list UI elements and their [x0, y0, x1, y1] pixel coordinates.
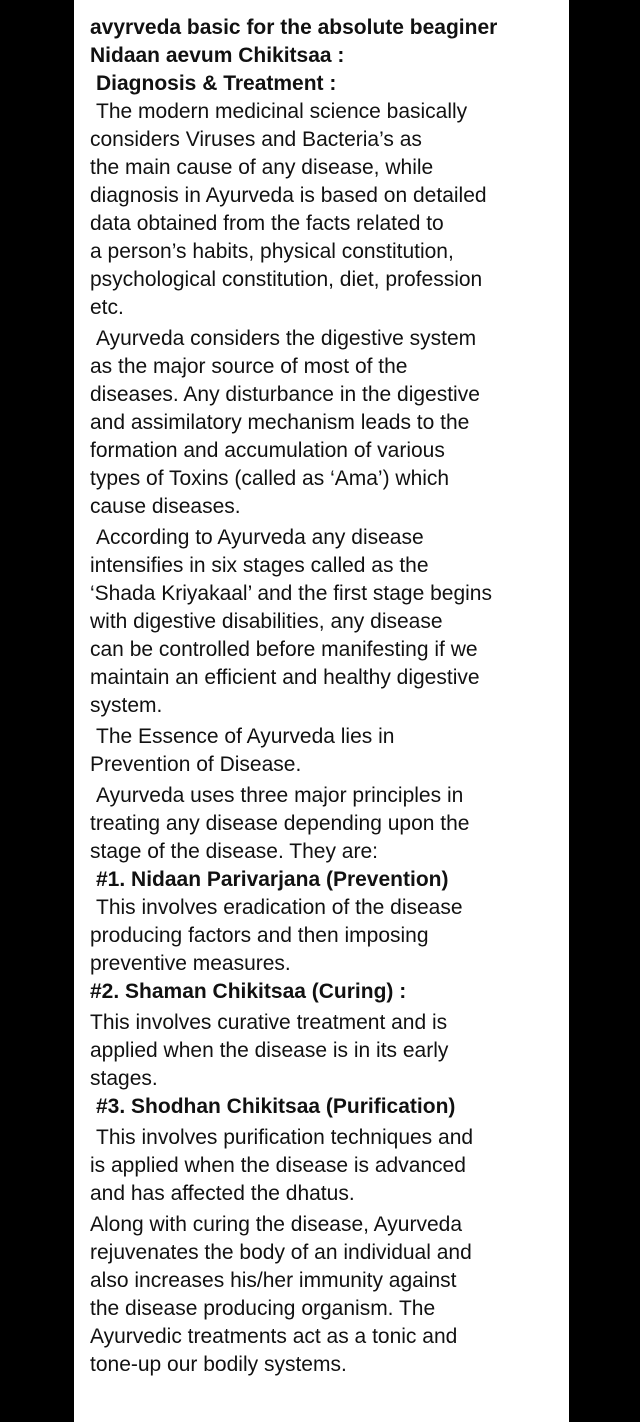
paragraph-line: Ayurvedic treatments act as a tonic and [90, 1325, 458, 1348]
paragraph-six-stages [90, 524, 562, 720]
paragraph-line: Ayurveda considers the digestive system [96, 327, 477, 350]
paragraph-line: Prevention of Disease. [90, 753, 302, 776]
paragraph-line: as the major source of most of the [90, 355, 408, 378]
paragraph-line: data obtained from the facts related to [90, 212, 444, 235]
principle-heading: #1. Nidaan Parivarjana (Prevention) [96, 868, 449, 891]
paragraph-line: tone-up our bodily systems. [90, 1353, 347, 1376]
principle-line: preventive measures. [90, 952, 291, 975]
paragraph-line: treating any disease depending upon the [90, 812, 470, 835]
paragraph-line: and assimilatory mechanism leads to the [90, 411, 470, 434]
paragraph-principles-intro [90, 782, 562, 866]
paragraph-line: Ayurveda uses three major principles in [96, 784, 464, 807]
paragraph-essence [90, 723, 562, 779]
paragraph-line: cause diseases. [90, 495, 241, 518]
paragraph-line: with digestive disabilities, any disease [90, 610, 443, 633]
paragraph-line: types of Toxins (called as ‘Ama’) which [90, 467, 450, 490]
paragraph-closing [90, 1211, 562, 1379]
principle-prevention [90, 866, 562, 978]
paragraph-line: ‘Shada Kriyakaal’ and the first stage begins [90, 582, 492, 605]
principle-line: This involves curative treatment and is [90, 1011, 448, 1034]
paragraph-line: diagnosis in Ayurveda is based on detailed [90, 184, 487, 207]
document-title: avyrveda basic for the absolute beaginer [90, 16, 498, 39]
document-page [74, 0, 569, 1422]
paragraph-line: etc. [90, 296, 124, 319]
paragraph-line: intensifies in six stages called as the [90, 554, 429, 577]
principle-line: producing factors and then imposing [90, 924, 429, 947]
paragraph-line: a person’s habits, physical constitution, [90, 240, 454, 263]
paragraph-line: The modern medicinal science basically [96, 100, 468, 123]
principle-line: This involves purification techniques and [96, 1126, 474, 1149]
principle-line: stages. [90, 1067, 158, 1090]
paragraph-line: considers Viruses and Bacteria’s as [90, 128, 422, 151]
paragraph-line: system. [90, 694, 163, 717]
paragraph-line: rejuvenates the body of an individual and [90, 1241, 472, 1264]
paragraph-diagnosis [90, 98, 562, 322]
paragraph-line: Along with curing the disease, Ayurveda [90, 1213, 463, 1236]
principle-heading: #2. Shaman Chikitsaa (Curing) : [90, 980, 407, 1003]
paragraph-line: formation and accumulation of various [90, 439, 445, 462]
document-subtitle: Nidaan aevum Chikitsaa : [90, 44, 345, 67]
principle-line: applied when the disease is in its early [90, 1039, 449, 1062]
section-heading: Diagnosis & Treatment : [96, 72, 337, 95]
paragraph-line: the disease producing organism. The [90, 1297, 436, 1320]
document-content [90, 14, 562, 1379]
paragraph-line: maintain an efficient and healthy digestive [90, 666, 480, 689]
principle-heading: #3. Shodhan Chikitsaa (Purification) [96, 1095, 456, 1118]
paragraph-line: also increases his/her immunity against [90, 1269, 457, 1292]
paragraph-line: According to Ayurveda any disease [96, 526, 424, 549]
principle-curing [90, 978, 562, 1093]
paragraph-line: stage of the disease. They are: [90, 840, 378, 863]
paragraph-line: the main cause of any disease, while [90, 156, 434, 179]
principle-purification [90, 1093, 562, 1208]
paragraph-line: can be controlled before manifesting if we [90, 638, 478, 661]
paragraph-line: diseases. Any disturbance in the digestive [90, 383, 480, 406]
paragraph-digestive-system [90, 325, 562, 521]
paragraph-line: psychological constitution, diet, profession [90, 268, 483, 291]
paragraph-line: The Essence of Ayurveda lies in [96, 725, 395, 748]
principle-line: and has affected the dhatus. [90, 1182, 355, 1205]
principle-line: is applied when the disease is advanced [90, 1154, 466, 1177]
principle-line: This involves eradication of the disease [96, 896, 463, 919]
